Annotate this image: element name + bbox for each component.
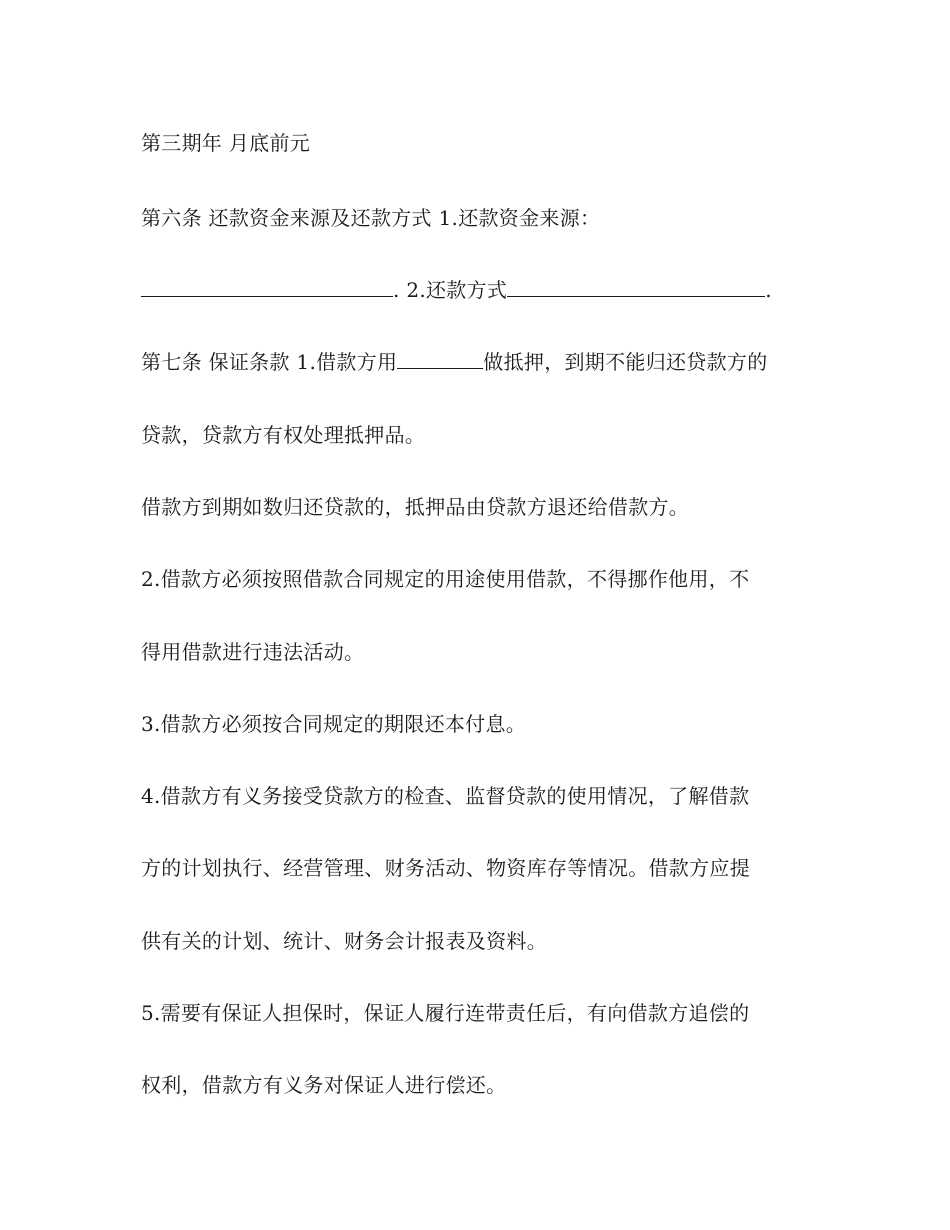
repayment-method-label: 2.还款方式 (399, 278, 508, 302)
paragraph-line-2: 第六条 还款资金来源及还款方式 1.还款资金来源： (141, 206, 601, 230)
paragraph-line-12: 供有关的计划、统计、财务会计报表及资料。 (141, 929, 547, 953)
paragraph-line-13: 5.需要有保证人担保时，保证人履行连带责任后，有向借款方追偿的 (141, 1001, 750, 1025)
repayment-source-blank (141, 278, 393, 297)
paragraph-line-1: 第三期年 月底前元 (141, 131, 311, 155)
collateral-blank (397, 350, 483, 369)
paragraph-line-9: 3.借款方必须按合同规定的期限还本付息。 (141, 712, 527, 736)
paragraph-line-14: 权利，借款方有义务对保证人进行偿还。 (141, 1073, 507, 1097)
paragraph-line-3 (141, 278, 772, 302)
repayment-method-blank (507, 278, 765, 297)
guarantee-clause-prefix: 第七条 保证条款 1.借款方用 (141, 350, 398, 374)
paragraph-line-8: 得用借款进行违法活动。 (141, 640, 365, 664)
paragraph-line-11: 方的计划执行、经营管理、财务活动、物资库存等情况。借款方应提 (141, 856, 750, 880)
repayment-separator-2: . (765, 278, 772, 302)
paragraph-line-10: 4.借款方有义务接受贷款方的检查、监督贷款的使用情况，了解借款 (141, 784, 750, 808)
repayment-separator-1: . (393, 278, 400, 302)
paragraph-line-5: 贷款，贷款方有权处理抵押品。 (141, 423, 426, 447)
paragraph-line-6: 借款方到期如数归还贷款的，抵押品由贷款方退还给借款方。 (141, 495, 690, 519)
paragraph-line-4 (141, 350, 768, 374)
paragraph-line-7: 2.借款方必须按照借款合同规定的用途使用借款，不得挪作他用，不 (141, 567, 750, 591)
guarantee-clause-suffix: 做抵押，到期不能归还贷款方的 (483, 350, 768, 374)
